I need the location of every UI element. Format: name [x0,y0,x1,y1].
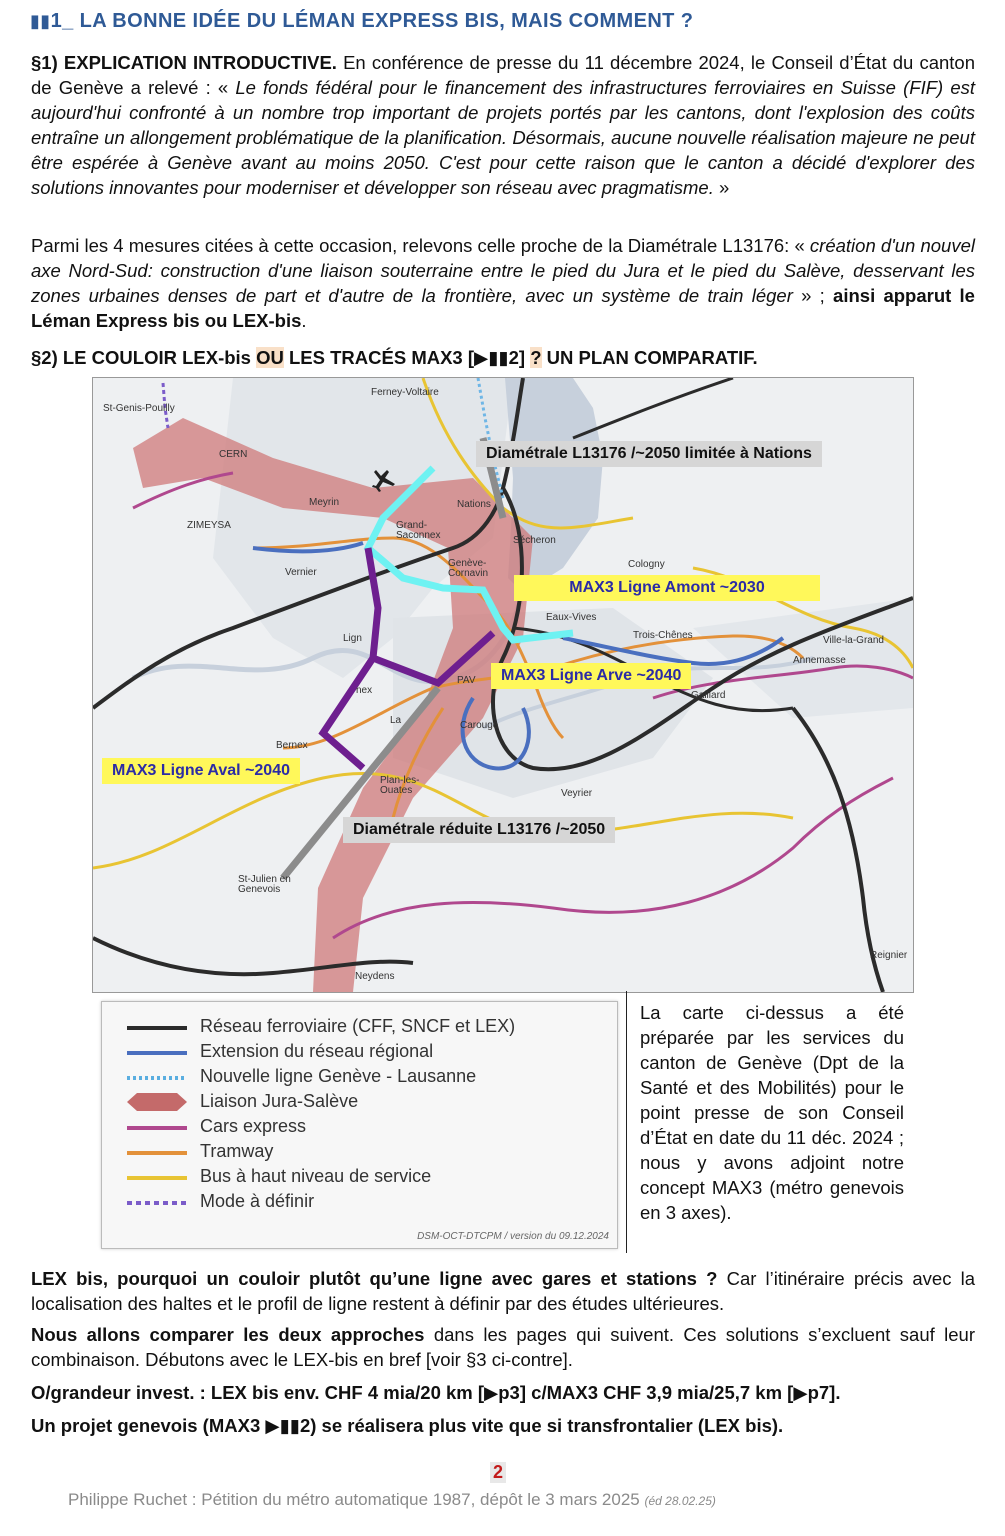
paragraph-geneva-project: Un projet genevois (MAX3 ▶▮▮2) se réalisera plus vite que si transfrontalier (LEX bis). [31,1415,784,1436]
place-onex: nex [356,685,373,696]
legend-label: Liaison Jura-Salève [200,1091,359,1111]
paragraph-investment: O/grandeur invest. : LEX bis env. CHF 4 mia/20 km [▶p3] c/MAX3 CHF 3,9 mia/25,7 km [▶p7]. [31,1382,841,1403]
place-lancy: La [390,715,402,726]
place-pav: PAV [457,675,476,686]
lex-bis-question: LEX bis, pourquoi un couloir plutôt qu’une ligne avec gares et stations ? [31,1268,718,1289]
geneva-transport-map [92,377,914,993]
page-number: 2 [490,1462,506,1483]
legend-item [127,1116,607,1138]
place-neydens: Neydens [355,971,395,982]
legend-label: Nouvelle ligne Genève - Lausanne [200,1066,477,1086]
place-cornavin: Genève-Cornavin [448,558,489,579]
compare-bold: Nous allons comparer les deux approches [31,1324,425,1345]
legend-swatch-tram [127,1151,187,1155]
label-diametrale-reduite: Diamétrale réduite L13176 /~2050 [343,817,615,843]
label-max3-amont: MAX3 Ligne Amont ~2030 [514,575,820,601]
place-vernier: Vernier [285,567,317,578]
place-grand-saconnex: Grand-Saconnex [396,520,441,541]
place-carouge: Carouge [460,720,499,731]
legend-footnote: DSM-OCT-DTCPM / version du 09.12.2024 [417,1231,609,1242]
legend-swatch-rail [127,1026,187,1030]
place-bernex: Bernex [276,740,308,751]
place-veyrier: Veyrier [561,788,593,799]
paragraph-intro [31,50,975,200]
legend-swatch-mode [127,1201,187,1205]
bar-chart-icon: ▮▮ [30,11,51,31]
legend-item [127,1166,607,1188]
place-reignier: Reignier [870,950,908,961]
place-zimeysa: ZIMEYSA [187,520,231,531]
intro-close: » [713,177,730,198]
place-secheron: Sécheron [513,535,556,546]
measures-quote: création d'un nouvel axe Nord-Sud: construction d'une liaison souterraine entre le pied du Jura et le pied du Salève, desservant les zones urbaines denses de part et d'autre de la frontière, avec un système de train léger [31,235,975,306]
legend-swatch-regional [127,1051,187,1055]
place-cologny: Cologny [628,559,665,570]
legend-item [127,1066,607,1088]
label-diametrale-nations: Diamétrale L13176 /~2050 limitée à Nations [476,441,822,467]
paragraph-compare [31,1322,975,1372]
paragraph-measures [31,233,975,333]
measures-mid: » ; [792,285,834,306]
legend-item [127,1041,607,1063]
intro-quote: Le fonds fédéral pour le financement des infrastructures ferroviaires en Suisse (FIF) est aujourd'hui confronté à un nombre trop important de projets portés par les cantons, dont l'explosion des coûts entraîne un allongement problématique de la planification. Désormais, aucune nouvelle réalisation majeure ne peut être espérée à Genève avant au moins 2050. C'est pour cette raison que le canton a décidé d'explorer des solutions innovantes pour moderniser et développer son réseau avec pragmatisme. [31,77,975,198]
legend-item [127,1091,607,1113]
place-eaux-vives: Eaux-Vives [546,612,597,623]
label-max3-arve: MAX3 Ligne Arve ~2040 [491,663,691,689]
section-2-part-a: §2) LE COULOIR LEX-bis [31,347,257,368]
section-2-heading [31,347,758,369]
legend-swatch-new-line [127,1076,187,1080]
footer-edition: (éd 28.02.25) [644,1494,716,1508]
place-gaillard: Gaillard [691,690,726,701]
legend-item [127,1141,607,1163]
legend-item [127,1016,607,1038]
place-lignon: Lign [343,633,362,644]
section-2-question: ? [530,347,542,368]
place-st-julien: St-Julien en Genevois [238,874,291,895]
footer-text: Philippe Ruchet : Pétition du métro automatique 1987, dépôt le 3 mars 2025 [68,1490,645,1509]
place-cern: CERN [219,449,248,460]
legend-item [127,1191,607,1213]
place-ferney: Ferney-Voltaire [371,387,439,398]
intro-text: En conférence de presse du 11 décembre 2024, le Conseil d’État du canton de Genève a relevé : « [31,52,976,98]
side-note: La carte ci-dessus a été préparée par les services du canton de Genève (Dpt de la Santé et des Mobilités) pour le point presse de son Conseil d’État en date du 11 déc. 2024 ; nous y avons adjoint notre concept MAX3 (métro genevois en 3 axes). [640,1002,904,1223]
legend-swatch-corridor [127,1093,187,1111]
measures-end: . [301,310,307,331]
legend-label: Mode à définir [200,1191,315,1211]
place-nations: Nations [457,499,491,510]
compare-text: dans les pages qui suivent. Ces solutions s’excluent sauf leur combinaison. Débutons avec le LEX-bis en bref [voir §3 ci-contre]. [31,1324,975,1370]
legend-swatch-cars [127,1126,187,1130]
map-legend [101,1001,618,1249]
page-footer [68,1490,716,1510]
page-heading [30,10,980,33]
legend-label: Cars express [200,1116,307,1136]
column-divider [626,991,627,1253]
label-max3-aval: MAX3 Ligne Aval ~2040 [102,758,300,784]
place-trois-chenes: Trois-Chênes [633,630,693,641]
section-2-ou: OU [256,347,284,368]
legend-label: Réseau ferroviaire (CFF, SNCF et LEX) [200,1016,516,1036]
place-annemasse: Annemasse [793,655,846,666]
legend-label: Extension du réseau régional [200,1041,434,1061]
paragraph-lex-bis [31,1266,975,1316]
section-2-part-c: UN PLAN COMPARATIF. [541,347,758,368]
legend-label: Tramway [200,1141,274,1161]
legend-swatch-bhns [127,1176,187,1180]
place-st-genis: St-Genis-Pouilly [103,403,175,414]
lex-bis-answer: Car l’itinéraire précis avec la localisation des haltes et le profil de ligne restent à définir par des études ultérieures. [31,1268,975,1314]
place-meyrin: Meyrin [309,497,340,508]
measures-bold: ainsi apparut le Léman Express bis ou LEX-bis [31,285,975,331]
place-plan-les-ouates: Plan-les-Ouates [380,775,420,796]
measures-text: Parmi les 4 mesures citées à cette occasion, relevons celle proche de la Diamétrale L13176: « [31,235,810,256]
intro-lead: §1) EXPLICATION INTRODUCTIVE. [31,52,337,73]
place-ville-la-grand: Ville-la-Grand [823,635,884,646]
section-2-part-b: LES TRACÉS MAX3 [▶▮▮2] [283,347,531,368]
legend-label: Bus à haut niveau de service [200,1166,432,1186]
heading-text: 1_ LA BONNE IDÉE DU LÉMAN EXPRESS BIS, MAIS COMMENT ? [50,10,694,32]
